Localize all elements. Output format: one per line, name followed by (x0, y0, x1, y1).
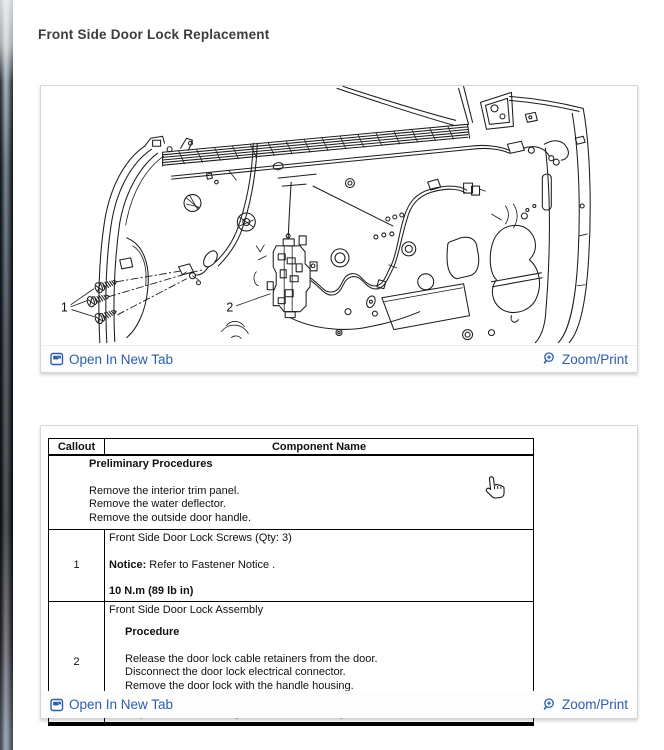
component-name-2: Front Side Door Lock Assembly (109, 603, 264, 616)
component-name-1: Front Side Door Lock Screws (Qty: 3) (109, 532, 292, 544)
zoom-print-label: Zoom/Print (561, 351, 628, 367)
header-callout: Callout (49, 439, 105, 456)
callout-number-2: 2 (49, 601, 105, 724)
preliminary-procedures-row (49, 455, 534, 530)
door-lock-diagram-svg (41, 86, 639, 344)
procedure-step: Remove the door lock with the handle housing. (125, 679, 354, 692)
preliminary-step: Remove the outside door handle. (89, 511, 252, 524)
callout-number-1: 1 (49, 530, 105, 602)
open-in-new-tab-link[interactable] (50, 697, 173, 712)
magnifier-plus-icon (543, 698, 557, 712)
callout-table-wrap (41, 426, 637, 726)
diagram-panel (40, 85, 638, 373)
table-header-row (49, 439, 534, 456)
callout-table-panel (40, 425, 638, 719)
diagram-callout-1: 1 (60, 300, 68, 315)
component-table (48, 438, 534, 726)
notice-text: Refer to Fastener Notice . (149, 558, 276, 571)
open-in-new-tab-label: Open In New Tab (69, 697, 174, 712)
torque-spec: 10 N.m (89 lb in) (109, 585, 194, 597)
zoom-print-link[interactable] (543, 352, 628, 367)
procedure-label: Procedure (125, 626, 180, 638)
window-edge-decoration (0, 0, 13, 750)
header-component-name: Component Name (105, 439, 534, 456)
notice-line (109, 559, 529, 573)
table-panel-footer (41, 691, 637, 718)
procedure-step: Release the door lock cable retainers from the door. (125, 652, 378, 665)
magnifier-plus-icon (543, 352, 557, 366)
preliminary-step: Remove the interior trim panel. (89, 484, 240, 497)
procedure-step: Disconnect the door lock electrical connector. (125, 666, 346, 678)
door-lock-diagram (41, 86, 639, 344)
preliminary-title: Preliminary Procedures (89, 458, 213, 470)
table-row-1 (49, 530, 534, 602)
open-in-new-tab-icon (50, 352, 64, 366)
open-in-new-tab-link[interactable] (50, 352, 173, 367)
open-in-new-tab-icon (50, 698, 64, 712)
zoom-print-link[interactable] (543, 697, 628, 712)
zoom-print-label: Zoom/Print (561, 697, 628, 712)
diagram-panel-footer (41, 345, 637, 372)
open-in-new-tab-label: Open In New Tab (69, 351, 174, 367)
hand-cursor-icon (483, 474, 508, 505)
preliminary-step: Remove the water deflector. (89, 498, 226, 510)
diagram-callout-2: 2 (226, 300, 234, 315)
notice-label: Notice: (109, 558, 147, 571)
page-title: Front Side Door Lock Replacement (38, 27, 270, 42)
